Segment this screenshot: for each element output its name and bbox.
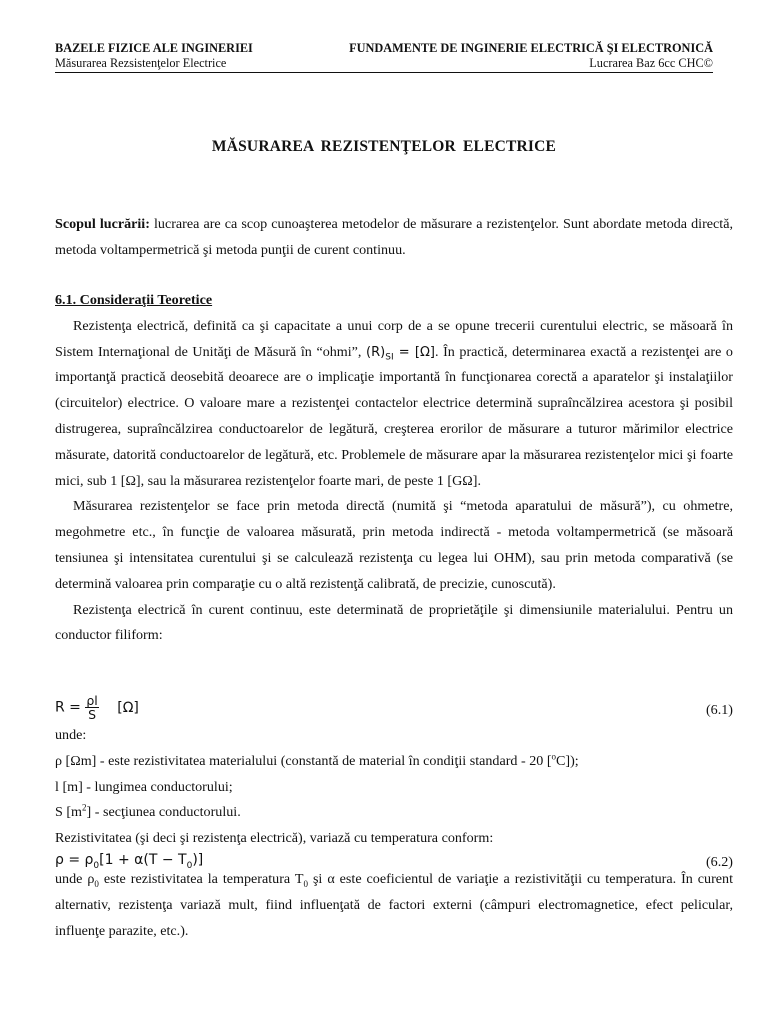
- header-subject-title: FUNDAMENTE DE INGINERIE ELECTRICĂ ŞI ELECTRONICĂ: [349, 41, 713, 55]
- si-sub: SI: [385, 352, 394, 363]
- header-lab-code: Lucrarea Baz 6cc CHC©: [589, 56, 713, 70]
- page-title: MĂSURAREA REZISTENŢELOR ELECTRICE: [211, 138, 557, 155]
- eq1-lhs: R =: [55, 699, 81, 716]
- scope-text: lucrarea are ca scop cunoaşterea metodelor de măsurare a rezistenţelor. Sunt abordate metoda directă, metoda voltampermetrică şi metoda punţii de curent continuu.: [55, 216, 733, 258]
- theory-paragraph-2: Măsurarea rezistenţelor se face prin metoda directă (numită şi “metoda aparatului de măsură”), cu ohmetre, megohmetre etc., în funcţie de valoarea măsurată, prin metoda indirectă - metoda voltampermetrică (se măsoară tensiunea şi intensitatea curentului şi se calculează rezistenţa cu legea lui OHM), sau prin metoda comparativă (se determină valoarea prin comparaţie cu o altă rezistenţă calibrată, de precizie, cunoscută).: [55, 498, 733, 592]
- header-course-title: BAZELE FIZICE ALE INGINERIEI: [55, 41, 253, 55]
- si-unit-expression: [366, 344, 435, 363]
- eq2-part-c: )]: [192, 852, 204, 868]
- header-row-bottom: [55, 56, 713, 73]
- eq1-numerator: ρl: [86, 693, 98, 708]
- def-s-b: ] - secţiunea conductorului.: [86, 804, 241, 821]
- p1-text-b: . În practică, determinarea exactă a rezistenţei are o importanţă practică deosebită deoarece are o implicaţie importantă în funcţionarea corectă a aparatelor şi instalaţiilor (circuitelor) electrice. O valoare mare a rezistenţei contactelor electrice determină supraîncălzirea acestora şi posibil distrugerea, supraîncălzirea conductoarelor de legătură, creşterea erorilor de măsurare a tuturor mărimilor electrice măsurate, datorită conductoarelor de legătură, etc. Problemele de măsurare apar la măsurarea rezistenţelor mici şi foarte mici, sub 1 [Ω], sau la măsurarea rezistenţelor foarte mari, de peste 1 [GΩ].: [55, 343, 733, 489]
- closing-a: unde ρ: [55, 871, 95, 887]
- def-s-sup: 2: [82, 802, 87, 813]
- eq2-label: (6.2): [705, 854, 733, 870]
- temp-intro: Rezistivitatea (şi deci şi rezistenţa electrică), variază cu temperatura conform:: [55, 830, 494, 847]
- eq1-fraction: [85, 694, 98, 721]
- def-rho-b: C]);: [556, 752, 579, 769]
- closing-sub-1: 0: [303, 878, 308, 889]
- def-s-a: S [m: [55, 804, 83, 821]
- def-section: [55, 800, 733, 826]
- eq1-label: (6.1): [705, 702, 733, 718]
- header-lab-name: Măsurarea Rezsistenţelor Electrice: [55, 56, 227, 70]
- def-rho: [55, 749, 733, 775]
- closing-paragraph: [55, 867, 733, 944]
- eq2-sub-1: 0: [186, 860, 193, 871]
- def-rho-sup: o: [551, 751, 557, 762]
- eq1-denominator: S: [88, 707, 97, 722]
- defs-unde: unde:: [55, 727, 87, 743]
- theory-paragraph-1: [55, 314, 733, 495]
- si-r: (R): [366, 344, 386, 360]
- eq1-unit: [Ω]: [117, 699, 139, 716]
- header-row-top: [55, 41, 713, 56]
- eq2-part-a: ρ = ρ: [55, 852, 94, 868]
- section-heading: 6.1. Consideraţii Teoretice: [55, 292, 213, 308]
- closing-sub-0: 0: [94, 878, 99, 889]
- closing-c: şi α este coeficientul de variaţie a rezistivităţii cu temperatura. În curent alternativ, rezistenţa variază mult, fiind influenţată de factori externi (câmpuri electromagnetice, efect pelicular, influenţe parazite, etc.).: [55, 871, 734, 939]
- closing-b: este rezistivitatea la temperatura T: [98, 871, 304, 887]
- p1-text-a: Rezistenţa electrică, definită ca şi capacitate a unui corp de a se opune trecerii curentului electric, se măsoară în Sistem Internaţional de Unităţi de Măsură în “ohmi”,: [55, 317, 733, 360]
- theory-paragraph-3: Rezistenţa electrică în curent continuu, este determinată de proprietăţile şi dimensiunile materialului. Pentru un conductor filiform:: [55, 601, 733, 644]
- closing-text: [55, 867, 733, 944]
- eq2-part-b: [1 + α(T − T: [99, 852, 187, 868]
- eq2-sub-0: 0: [93, 860, 100, 871]
- theory-section: [55, 288, 733, 649]
- si-eq: = [Ω]: [393, 344, 435, 360]
- scope-paragraph: [55, 212, 733, 264]
- scope-label: Scopul lucrării:: [55, 216, 150, 232]
- def-rho-a: ρ [Ωm] - este rezistivitatea materialului (constantă de material în condiţii standard - 20 [: [55, 752, 552, 769]
- definitions-block: [55, 723, 733, 852]
- def-length: l [m] - lungimea conductorului;: [55, 778, 233, 795]
